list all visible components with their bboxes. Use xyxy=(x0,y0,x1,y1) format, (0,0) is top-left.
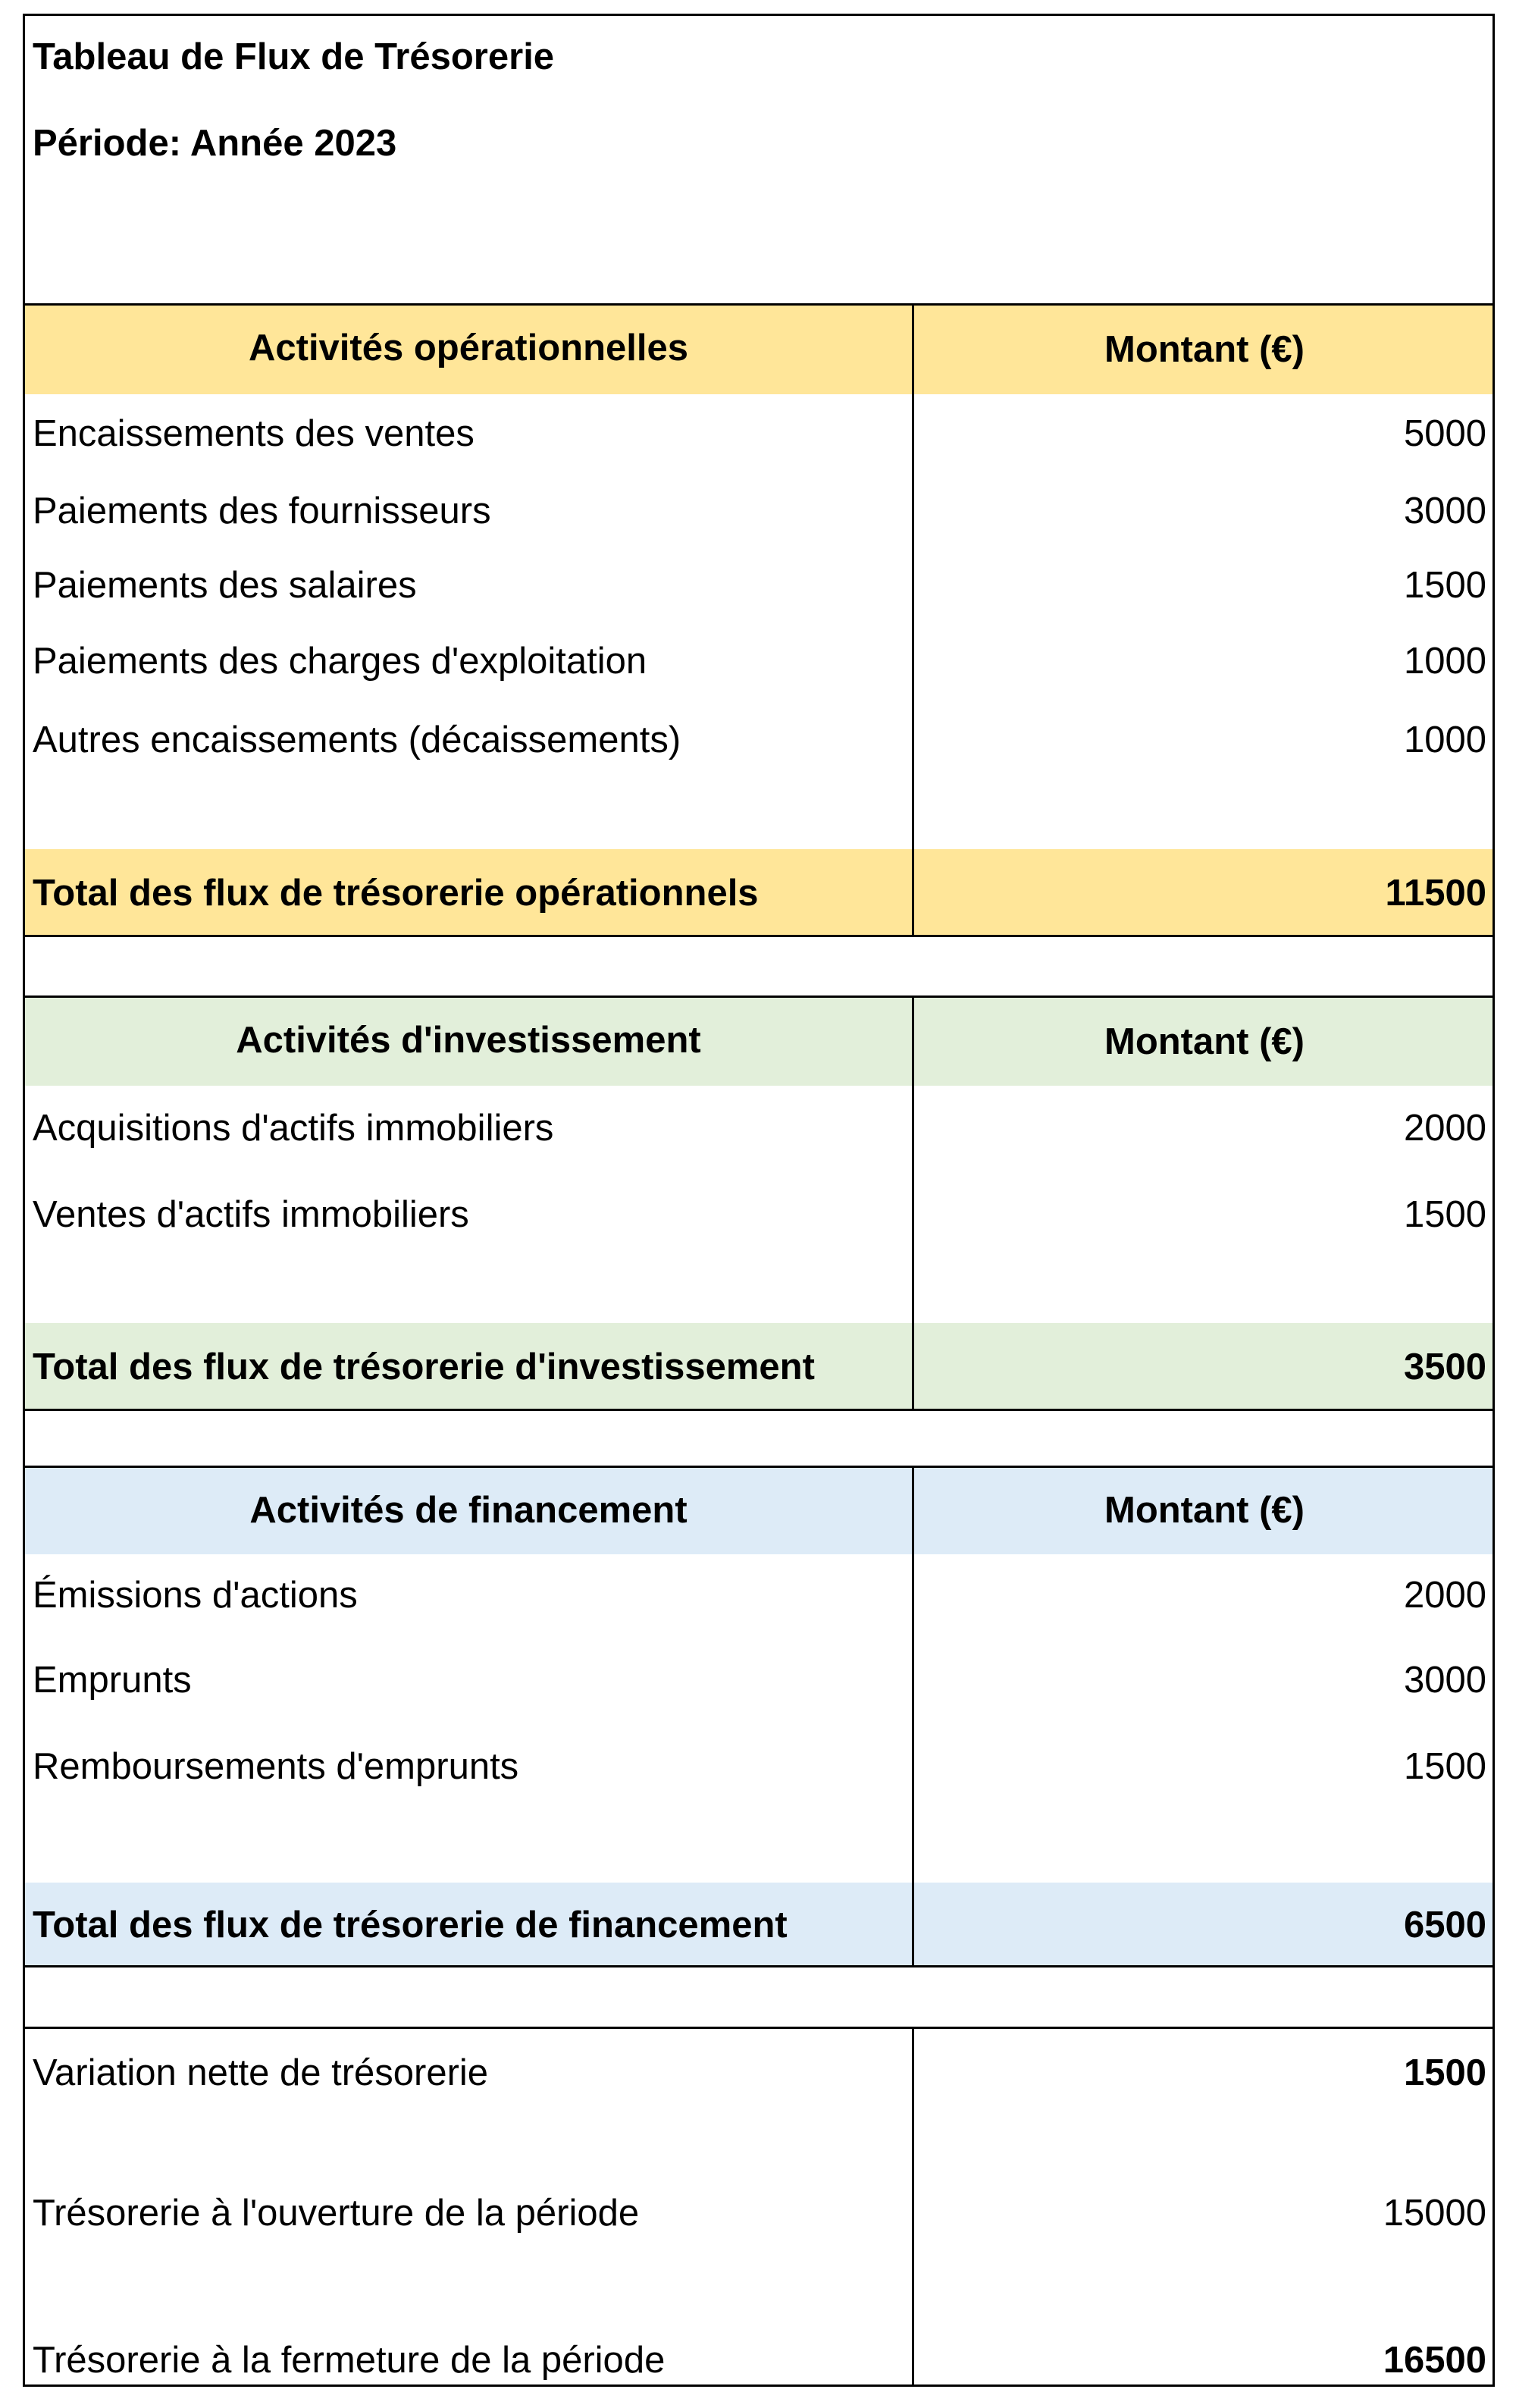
financing-header-label: Activités de financement xyxy=(249,1490,688,1531)
row-amount: 2000 xyxy=(1403,1108,1486,1149)
table-row xyxy=(25,698,1493,773)
column-divider xyxy=(912,995,914,1411)
investment-header-row xyxy=(25,998,1493,1086)
column-divider xyxy=(912,306,914,937)
section-bottom-border xyxy=(25,1965,1493,1967)
row-label: Ventes d'actifs immobiliers xyxy=(33,1194,469,1235)
row-label: Paiements des charges d'exploitation xyxy=(33,641,647,682)
investment-header-label: Activités d'investissement xyxy=(236,1020,701,1061)
row-label: Paiements des fournisseurs xyxy=(33,491,491,531)
operational-total-amount: 11500 xyxy=(1385,873,1486,914)
row-amount: 3000 xyxy=(1403,1660,1486,1701)
net-change-amount: 1500 xyxy=(1403,2052,1486,2093)
operational-total-label: Total des flux de trésorerie opérationnels xyxy=(33,873,759,914)
row-label: Acquisitions d'actifs immobiliers xyxy=(33,1108,554,1149)
row-amount: 1500 xyxy=(1403,565,1486,606)
financing-section xyxy=(25,1466,1493,1967)
net-change-label: Variation nette de trésorerie xyxy=(33,2052,489,2093)
opening-balance-amount: 15000 xyxy=(1383,2193,1486,2234)
opening-balance-row xyxy=(25,2171,1493,2262)
title-area xyxy=(25,16,1493,306)
investment-header-amount: Montant (€) xyxy=(1104,1021,1305,1062)
closing-balance-label: Trésorerie à la fermeture de la période xyxy=(33,2340,666,2381)
operational-section xyxy=(25,306,1493,937)
table-row xyxy=(25,1174,1493,1262)
table-row xyxy=(25,470,1493,546)
row-amount: 1500 xyxy=(1403,1746,1486,1787)
row-amount: 1000 xyxy=(1403,641,1486,682)
row-amount: 5000 xyxy=(1403,413,1486,454)
opening-balance-label: Trésorerie à l'ouverture de la période xyxy=(33,2193,640,2234)
row-amount: 2000 xyxy=(1403,1575,1486,1616)
operational-total-row xyxy=(25,849,1493,937)
summary-section xyxy=(25,2027,1493,2387)
operational-header-amount: Montant (€) xyxy=(1104,329,1305,370)
net-change-row xyxy=(25,2029,1493,2120)
table-row xyxy=(25,1639,1493,1724)
row-label: Encaissements des ventes xyxy=(33,413,475,454)
investment-section xyxy=(25,995,1493,1411)
row-amount: 1000 xyxy=(1403,720,1486,760)
table-row xyxy=(25,1086,1493,1174)
table-row xyxy=(25,546,1493,622)
row-label: Autres encaissements (décaissements) xyxy=(33,720,681,760)
section-bottom-border xyxy=(25,935,1493,937)
row-label: Remboursements d'emprunts xyxy=(33,1746,519,1787)
table-row xyxy=(25,622,1493,698)
table-row xyxy=(25,1554,1493,1639)
table-row xyxy=(25,1724,1493,1809)
investment-total-label: Total des flux de trésorerie d'investissement xyxy=(33,1347,815,1387)
column-divider xyxy=(912,2027,914,2387)
table-row xyxy=(25,394,1493,470)
row-amount: 3000 xyxy=(1403,491,1486,531)
operational-header-row xyxy=(25,306,1493,394)
investment-total-row xyxy=(25,1323,1493,1411)
financing-total-label: Total des flux de trésorerie de financement xyxy=(33,1905,788,1946)
column-divider xyxy=(912,1466,914,1967)
row-label: Émissions d'actions xyxy=(33,1575,358,1616)
document-title: Tableau de Flux de Trésorerie xyxy=(33,36,555,77)
closing-balance-amount: 16500 xyxy=(1383,2340,1486,2381)
financing-total-row xyxy=(25,1883,1493,1967)
period-label: Période: Année 2023 xyxy=(33,123,397,164)
row-label: Paiements des salaires xyxy=(33,565,417,606)
operational-header-label: Activités opérationnelles xyxy=(248,328,688,368)
row-amount: 1500 xyxy=(1403,1194,1486,1235)
cash-flow-sheet xyxy=(23,14,1495,2387)
investment-total-amount: 3500 xyxy=(1403,1347,1486,1387)
financing-header-row xyxy=(25,1468,1493,1554)
financing-header-amount: Montant (€) xyxy=(1104,1490,1305,1531)
financing-total-amount: 6500 xyxy=(1403,1905,1486,1946)
row-label: Emprunts xyxy=(33,1660,192,1701)
section-bottom-border xyxy=(25,1409,1493,1411)
closing-balance-row xyxy=(25,2292,1493,2383)
